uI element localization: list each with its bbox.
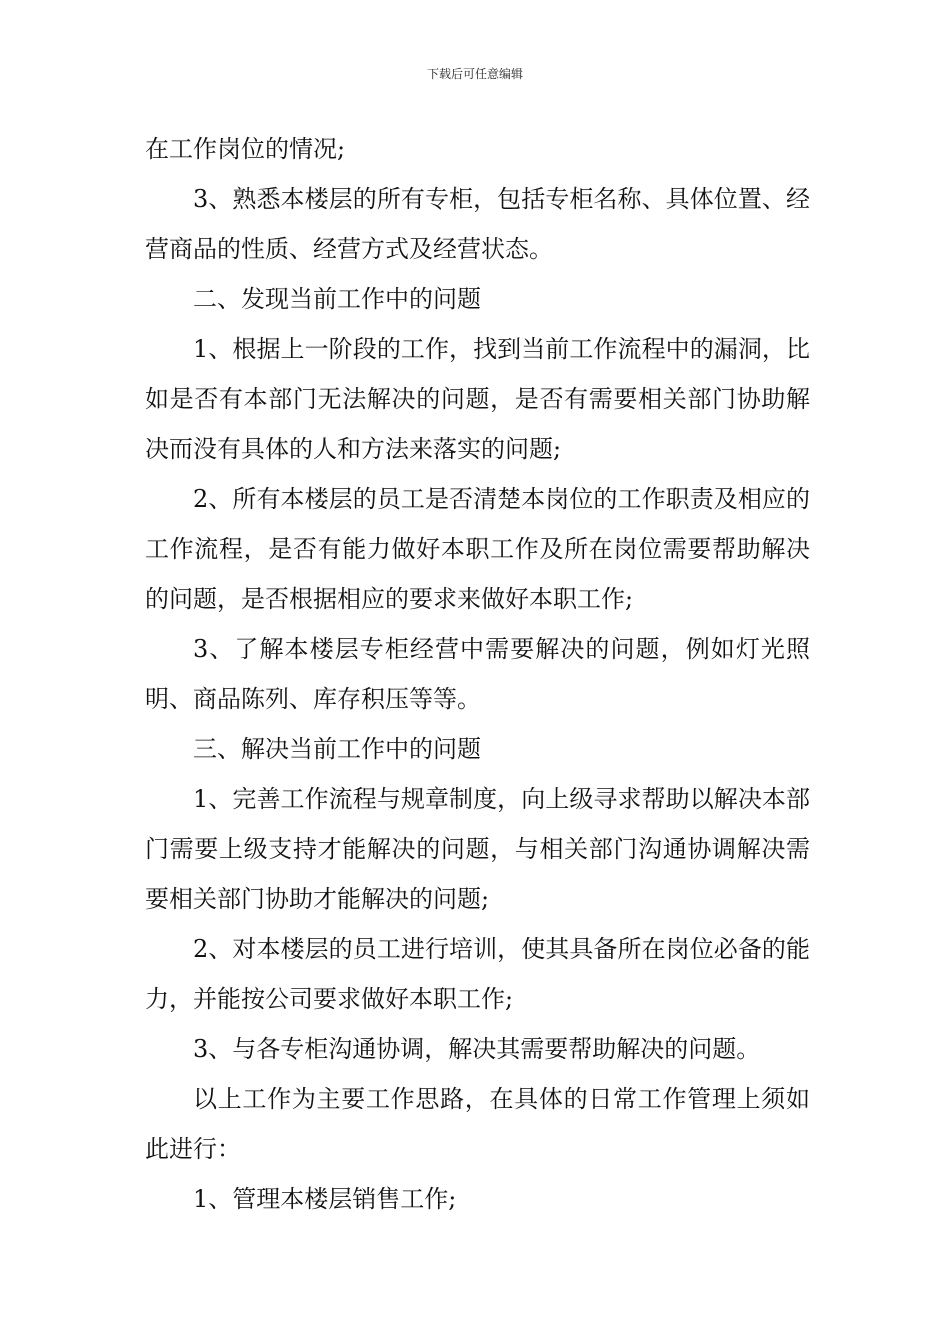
document-body [145,124,810,1224]
section-heading: 二、发现当前工作中的问题 [193,285,481,313]
paragraph: 1、完善工作流程与规章制度，向上级寻求帮助以解决本部门需要上级支持才能解决的问题，与相关部门沟通协调解决需要相关部门协助才能解决的问题; [145,785,810,913]
paragraph: 3、与各专柜沟通协调，解决其需要帮助解决的问题。 [193,1035,761,1063]
paragraph: 2、所有本楼层的员工是否清楚本岗位的工作职责及相应的工作流程，是否有能力做好本职工作及所在岗位需要帮助解决的问题，是否根据相应的要求来做好本职工作; [145,485,810,613]
page-header-note: 下载后可任意编辑 [426,67,523,81]
paragraph: 1、根据上一阶段的工作，找到当前工作流程中的漏洞，比如是否有本部门无法解决的问题，是否有需要相关部门协助解决而没有具体的人和方法来落实的问题; [145,335,810,463]
paragraph: 2、对本楼层的员工进行培训，使其具备所在岗位必备的能力，并能按公司要求做好本职工作; [145,935,810,1013]
section-heading: 三、解决当前工作中的问题 [193,735,481,763]
paragraph: 3、熟悉本楼层的所有专柜，包括专柜名称、具体位置、经营商品的性质、经营方式及经营状态。 [145,185,810,263]
paragraph: 在工作岗位的情况; [145,135,346,163]
paragraph: 3、了解本楼层专柜经营中需要解决的问题，例如灯光照明、商品陈列、库存积压等等。 [145,635,810,713]
paragraph: 以上工作为主要工作思路，在具体的日常工作管理上须如此进行： [145,1085,810,1163]
paragraph: 1、管理本楼层销售工作; [193,1185,457,1213]
